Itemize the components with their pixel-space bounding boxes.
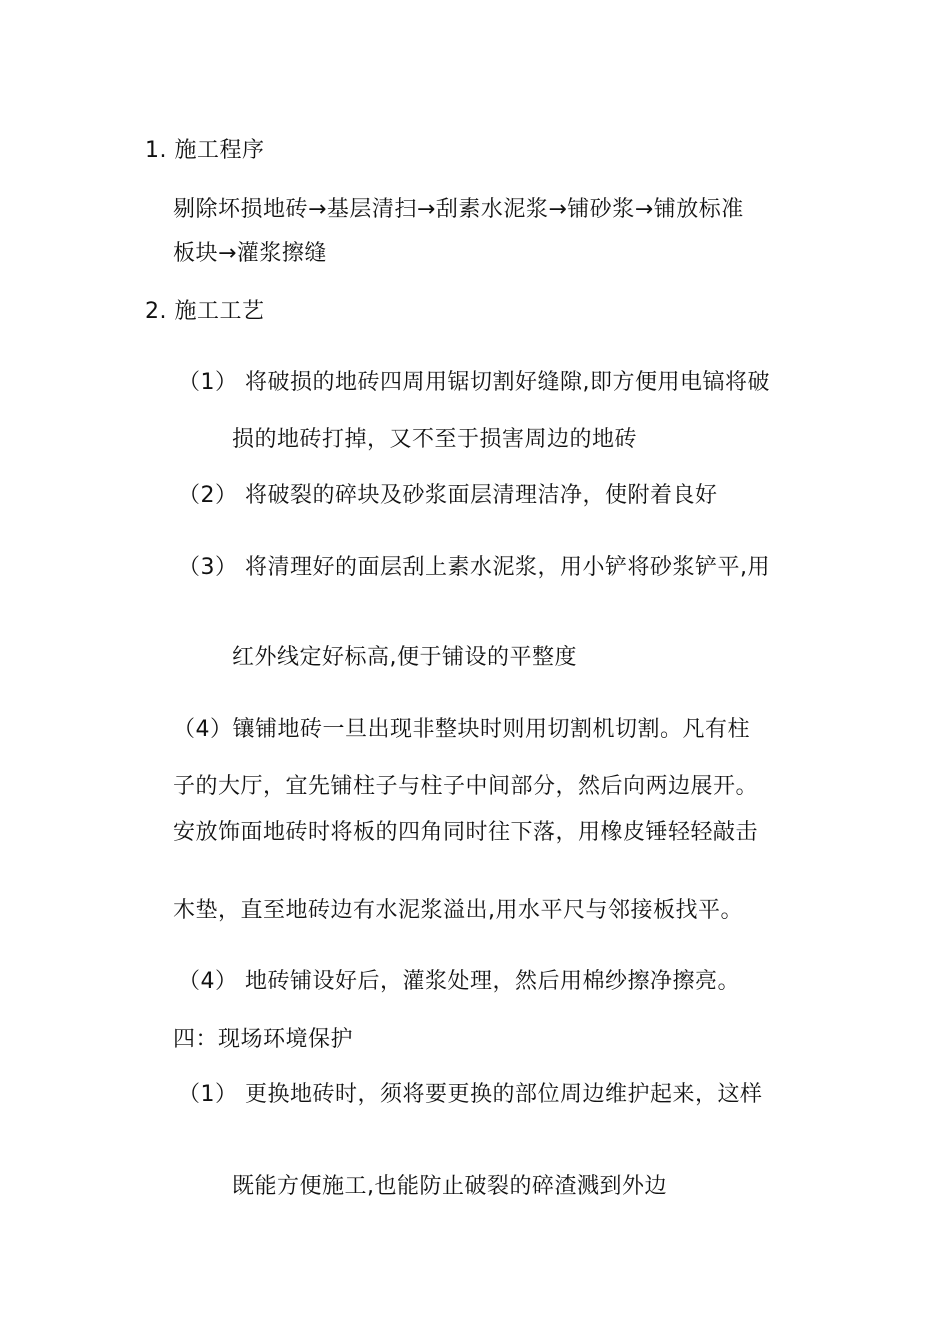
- step-4a-line-1: （4）镶铺地砖一旦出现非整块时则用切割机切割。凡有柱: [173, 717, 750, 742]
- step-2-line-1: （2） 将破裂的碎块及砂浆面层清理洁净，使附着良好: [178, 483, 718, 508]
- step-4a-line-2: 子的大厅，宜先铺柱子与柱子中间部分，然后向两边展开。: [173, 774, 759, 799]
- step-3-line-2: 红外线定好标高,便于铺设的平整度: [232, 645, 577, 670]
- section-heading-site-environment-protection: 四：现场环境保护: [173, 1027, 354, 1052]
- step-1-line-1: （1） 将破损的地砖四周用锯切割好缝隙,即方便用电镐将破: [178, 370, 770, 395]
- section-heading-construction-procedure: 1. 施工程序: [145, 138, 265, 163]
- step-1-line-2: 损的地砖打掉，又不至于损害周边的地砖: [232, 427, 638, 452]
- step-4b-line-1: （4） 地砖铺设好后，灌浆处理，然后用棉纱擦净擦亮。: [178, 969, 740, 994]
- protection-1-line-1: （1） 更换地砖时，须将要更换的部位周边维护起来，这样: [178, 1082, 763, 1107]
- step-4a-line-3: 安放饰面地砖时将板的四角同时往下落，用橡皮锤轻轻敲击: [173, 820, 759, 845]
- protection-1-line-2: 既能方便施工,也能防止破裂的碎渣溅到外边: [232, 1174, 667, 1199]
- procedure-text-line-2: 板块→灌浆擦缝: [173, 241, 327, 266]
- section-heading-construction-process: 2. 施工工艺: [145, 299, 265, 324]
- procedure-text-line-1: 剔除坏损地砖→基层清扫→刮素水泥浆→铺砂浆→铺放标准: [173, 197, 744, 222]
- step-4a-line-4: 木垫，直至地砖边有水泥浆溢出,用水平尺与邻接板找平。: [173, 898, 743, 923]
- step-3-line-1: （3） 将清理好的面层刮上素水泥浆，用小铲将砂浆铲平,用: [178, 555, 770, 580]
